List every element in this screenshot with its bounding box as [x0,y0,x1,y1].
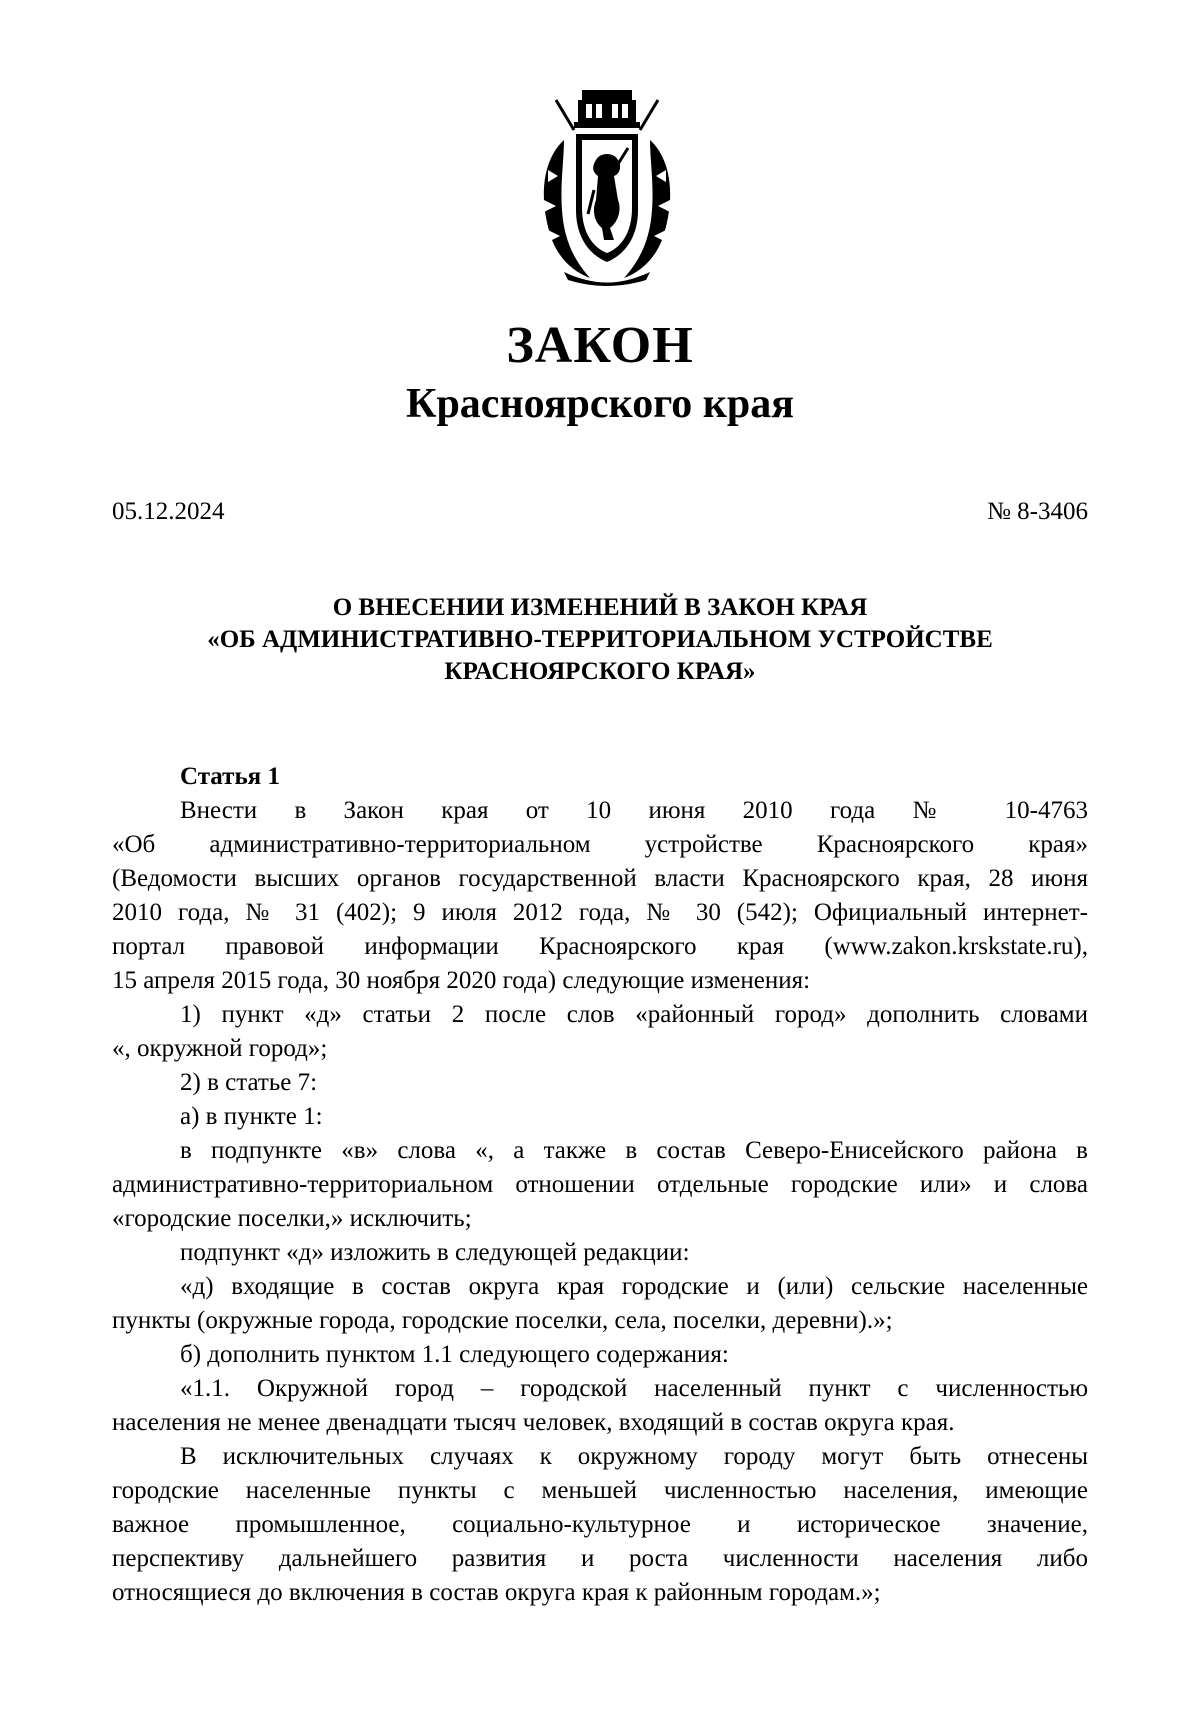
region-title: Красноярского края [405,381,795,427]
body-line: 2010 года, № 31 (402); 9 июля 2012 года, № 30 (542); Официальный интернет- [112,899,1088,926]
body-line: портал правовой информации Красноярского края (www.zakon.krskstate.ru), [112,933,1088,960]
body-line: в подпункте «в» слова «, а также в состав Северо-Енисейского района в [180,1137,1088,1164]
body-line: важное промышленное, социально-культурное и историческое значение, [112,1511,1088,1538]
body-line: «Об административно-территориальном устройстве Красноярского края» [112,831,1088,858]
body-line: Внести в Закон края от 10 июня 2010 года № 10-4763 [180,797,1088,824]
body-line: а) в пункте 1: [180,1103,323,1130]
body-line: «д) входящие в состав округа края городские и (или) сельские населенные [180,1273,1088,1300]
body-line: перспективу дальнейшего развития и роста численности населения либо [112,1545,1088,1572]
body-line: 15 апреля 2015 года, 30 ноября 2020 года) следующие изменения: [112,967,811,994]
law-number: № 8-3406 [987,498,1088,525]
body-line: относящиеся до включения в состав округа края к районным городам.»; [112,1579,881,1606]
body-line: В исключительных случаях к окружному городу могут быть отнесены [180,1443,1088,1470]
body-line: административно-территориальном отношении отдельные городские или» и слова [112,1171,1088,1198]
article-body [112,760,1088,1610]
subject-line: О ВНЕСЕНИИ ИЗМЕНЕНИЙ В ЗАКОН КРАЯ [332,594,868,621]
body-line: подпункт «д» изложить в следующей редакции: [180,1239,690,1266]
body-line: б) дополнить пунктом 1.1 следующего содержания: [180,1341,729,1368]
subject-line: «ОБ АДМИНИСТРАТИВНО-ТЕРРИТОРИАЛЬНОМ УСТРОЙСТВЕ [207,626,993,653]
body-line: пункты (окружные города, городские поселки, села, поселки, деревни).»; [112,1307,893,1334]
body-line: городские населенные пункты с меньшей численностью населения, имеющие [112,1477,1088,1504]
body-line: (Ведомости высших органов государственной власти Красноярского края, 28 июня [112,865,1088,892]
subject-line: КРАСНОЯРСКОГО КРАЯ» [444,658,756,685]
body-line: «городские поселки,» исключить; [112,1205,472,1232]
body-line: населения не менее двенадцати тысяч человек, входящий в состав округа края. [112,1409,955,1436]
law-date: 05.12.2024 [112,498,225,525]
article-heading: Статья 1 [180,763,280,790]
body-line: 1) пункт «д» статьи 2 после слов «районный город» дополнить словами [180,1001,1088,1028]
body-line: «, окружной город»; [112,1035,328,1062]
coat-of-arms-emblem [534,90,680,286]
body-line: «1.1. Окружной город – городской населенный пункт с численностью [180,1375,1088,1402]
law-subject [112,592,1088,688]
law-title: ЗАКОН [506,317,694,374]
body-line: 2) в статье 7: [180,1069,318,1096]
